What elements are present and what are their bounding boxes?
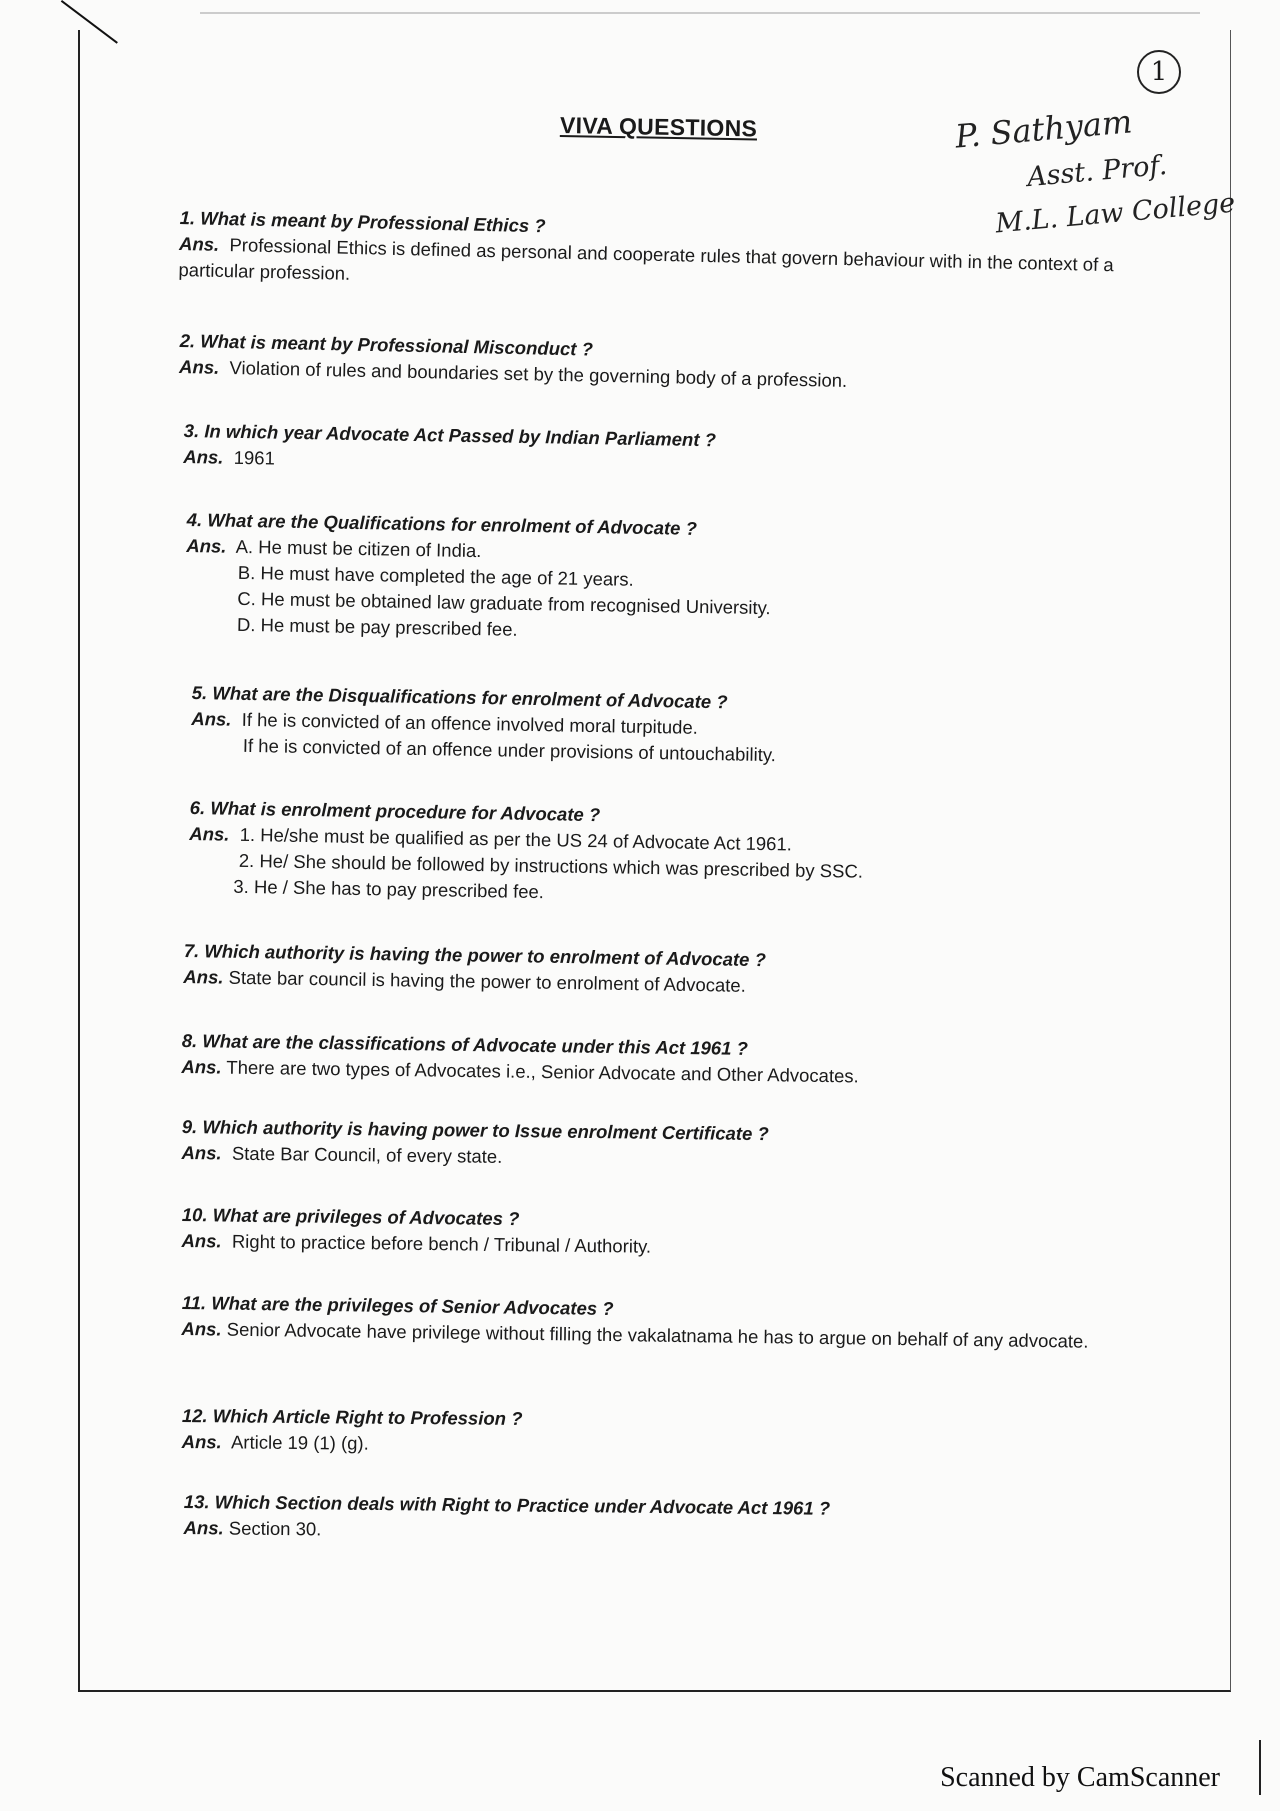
answer-label: Ans. <box>191 707 232 730</box>
question-text: 4. What are the Qualifications for enrolment of Advocate ? <box>186 508 698 539</box>
answer-text: D. He must be pay prescribed fee. <box>236 613 518 640</box>
qa-item-6 <box>188 795 1170 916</box>
page-top-edge <box>200 12 1200 14</box>
answer-label: Ans. <box>181 1430 222 1453</box>
question-text: 6. What is enrolment procedure for Advocate ? <box>189 796 601 826</box>
answer-label: Ans. <box>183 1516 224 1539</box>
question-text: 9. Which authority is having power to Issue enrolment Certificate ? <box>181 1115 769 1145</box>
answer-label: Ans. <box>178 232 220 255</box>
signature-title: Asst. Prof. <box>1025 149 1169 194</box>
signature-name: P. Sathyam <box>953 102 1134 156</box>
answer-text: State bar council is having the power to enrolment of Advocate. <box>228 966 747 996</box>
answer-text: Senior Advocate have privilege without filling the vakalatnama he has to argue on behalf of any advocate. <box>226 1318 1089 1352</box>
question-text: 5. What are the Disqualifications for enrolment of Advocate ? <box>191 681 728 713</box>
question-text: 2. What is meant by Professional Misconduct ? <box>179 329 594 360</box>
answer-label: Ans. <box>183 445 224 468</box>
question-text: 3. In which year Advocate Act Passed by Indian Parliament ? <box>183 419 717 451</box>
page-title: VIVA QUESTIONS <box>559 112 758 142</box>
answer-text: 1961 <box>233 446 276 469</box>
answer-text: 2. He/ She should be followed by instructions which was prescribed by SSC. <box>238 849 864 882</box>
signature-college: M.L. Law College <box>994 187 1237 240</box>
question-text: 8. What are the classifications of Advocate under this Act 1961 ? <box>181 1029 749 1059</box>
answer-label: Ans. <box>183 965 224 988</box>
answer-text: State Bar Council, of every state. <box>231 1142 503 1167</box>
answer-label: Ans. <box>186 534 227 557</box>
answer-label: Ans. <box>189 822 230 845</box>
question-text: 1. What is meant by Professional Ethics ? <box>179 206 546 237</box>
answer-text: Violation of rules and boundaries set by the governing body of a profession. <box>229 357 848 391</box>
scanner-watermark: Scanned by CamScanner <box>940 1762 1220 1793</box>
handwritten-signature <box>953 102 1237 240</box>
answer-text: There are two types of Advocates i.e., Senior Advocate and Other Advocates. <box>226 1056 859 1087</box>
qa-item-13 <box>183 1489 1163 1551</box>
answer-label: Ans. <box>181 1317 222 1340</box>
crop-mark <box>1259 1740 1261 1795</box>
question-text: 12. Which Article Right to Profession ? <box>181 1404 523 1429</box>
question-text: 11. What are the privileges of Senior Advocates ? <box>181 1291 614 1320</box>
answer-text: Professional Ethics is defined as personal and cooperate rules that govern behaviour with in the context of a particular profession. <box>178 234 1114 284</box>
question-text: 10. What are privileges of Advocates ? <box>181 1203 520 1230</box>
question-text: 7. Which authority is having the power to enrolment of Advocate ? <box>183 939 767 971</box>
qa-item-4 <box>185 507 1167 654</box>
answer-text: If he is convicted of an offence under provisions of untouchability. <box>242 734 777 766</box>
answer-label: Ans. <box>181 1055 222 1078</box>
qa-item-12 <box>182 1403 1162 1464</box>
page-number: 1 <box>1137 50 1181 94</box>
answer-text: B. He must have completed the age of 21 years. <box>237 561 634 590</box>
answer-text: Article 19 (1) (g). <box>230 1431 369 1454</box>
answer-text: Right to practice before bench / Tribunal / Authority. <box>231 1230 652 1257</box>
answer-label: Ans. <box>181 1141 222 1164</box>
answer-text: C. He must be obtained law graduate from recognised University. <box>237 587 771 619</box>
answer-label: Ans. <box>178 355 220 378</box>
answer-text: Section 30. <box>228 1517 322 1540</box>
answer-text: A. He must be citizen of India. <box>235 535 482 562</box>
answer-label: Ans. <box>181 1229 222 1252</box>
answer-text: If he is convicted of an offence involved moral turpitude. <box>241 708 699 738</box>
question-text: 13. Which Section deals with Right to Practice under Advocate Act 1961 ? <box>183 1490 831 1519</box>
answer-text: 1. He/she must be qualified as per the US 24 of Advocate Act 1961. <box>239 823 793 855</box>
answer-text: 3. He / She has to pay prescribed fee. <box>233 875 545 903</box>
